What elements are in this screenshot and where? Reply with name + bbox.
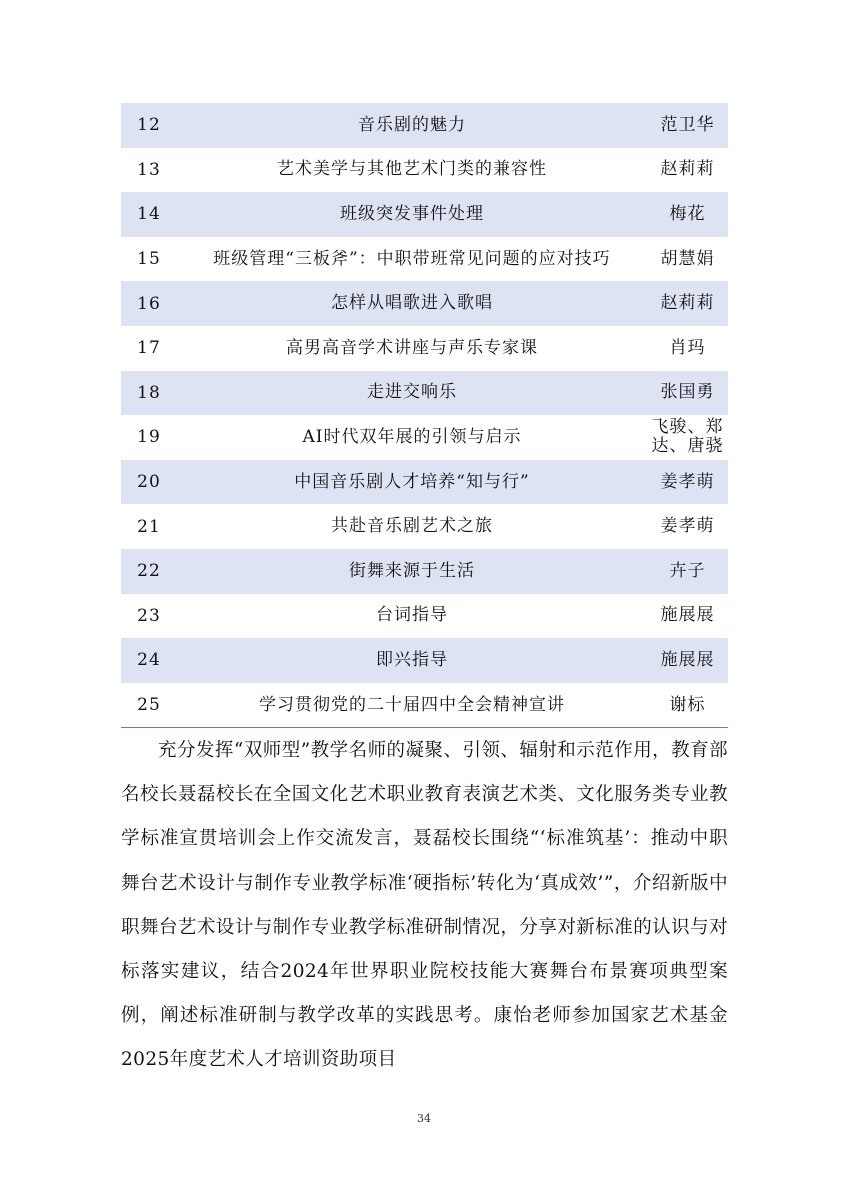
row-number: 25 [121, 683, 177, 728]
lecture-speaker: 赵莉莉 [660, 159, 715, 180]
table-body [121, 103, 728, 728]
lecture-speaker: 施展展 [647, 638, 728, 683]
lecture-speaker: 梅花 [647, 192, 728, 237]
lecture-speaker: 赵莉莉 [647, 281, 728, 326]
row-number: 16 [121, 281, 177, 326]
lecture-topic: 怎样从唱歌进入歌唱 [177, 281, 647, 326]
body-paragraph: 充分发挥“双师型”教学名师的凝聚、引领、辐射和示范作用，教育部名校长聂磊校长在全国文化艺术职业教育表演艺术类、文化服务类专业教学标准宣贯培训会上作交流发言，聂磊校长围绕“‘标准筑基’：推动中职舞台艺术设计与制作专业教学标准‘硬指标’转化为‘真成效’”，介绍新版中职舞台艺术设计与制作专业教学标准研制情况，分享对新标准的认识与对标落实建议，结合2024年世界职业院校技能大赛舞台布景赛项典型案例，阐述标准研制与教学改革的实践思考。康怡老师参加国家艺术基金2025年度艺术人才培训资助项目 [121, 740, 728, 1071]
table-row [121, 549, 728, 594]
lecture-topic: AI时代双年展的引领与启示 [302, 426, 522, 447]
table-row [121, 504, 728, 549]
lecture-topic: 台词指导 [376, 605, 448, 626]
lecture-schedule-table [121, 103, 728, 728]
row-number: 17 [137, 338, 161, 359]
row-number: 20 [121, 460, 177, 505]
row-number: 24 [121, 638, 177, 683]
row-number: 12 [121, 103, 177, 148]
lecture-speaker: 胡慧娟 [660, 248, 715, 269]
table-row [121, 371, 728, 416]
page-number: 34 [417, 1112, 431, 1125]
lecture-topic: 街舞来源于生活 [177, 549, 647, 594]
lecture-speaker: 肖玛 [669, 337, 706, 358]
lecture-speaker: 姜孝萌 [660, 516, 715, 537]
row-number: 21 [137, 516, 161, 537]
table-row [121, 460, 728, 505]
row-number: 15 [137, 249, 161, 270]
row-number: 13 [137, 159, 161, 180]
lecture-topic: 班级突发事件处理 [177, 192, 647, 237]
lecture-speaker: 飞骏、郑达、唐骁 [651, 417, 724, 457]
table-row [121, 103, 728, 148]
lecture-speaker: 张国勇 [647, 371, 728, 416]
lecture-topic: 音乐剧的魅力 [177, 103, 647, 148]
lecture-speaker: 卉子 [647, 549, 728, 594]
table-row [121, 594, 728, 639]
table-row [121, 237, 728, 282]
lecture-speaker: 谢标 [647, 683, 728, 728]
lecture-topic: 中国音乐剧人才培养“知与行” [177, 460, 647, 505]
table-row [121, 415, 728, 460]
lecture-topic: 学习贯彻党的二十届四中全会精神宣讲 [177, 683, 647, 728]
row-number: 18 [121, 371, 177, 416]
lecture-speaker: 范卫华 [647, 103, 728, 148]
table-row [121, 281, 728, 326]
lecture-speaker: 施展展 [660, 605, 715, 626]
table-row [121, 326, 728, 371]
row-number: 22 [121, 549, 177, 594]
table-row [121, 192, 728, 237]
row-number: 14 [121, 192, 177, 237]
table-row [121, 638, 728, 683]
lecture-topic: 共赴音乐剧艺术之旅 [331, 516, 493, 537]
lecture-speaker: 姜孝萌 [647, 460, 728, 505]
row-number: 23 [137, 605, 161, 626]
row-number: 19 [137, 427, 161, 448]
lecture-topic: 艺术美学与其他艺术门类的兼容性 [277, 159, 547, 180]
table-row [121, 148, 728, 193]
lecture-topic: 班级管理“三板斧”：中职带班常见问题的应对技巧 [213, 248, 611, 269]
lecture-topic: 走进交响乐 [177, 371, 647, 416]
lecture-topic: 即兴指导 [177, 638, 647, 683]
table-row [121, 683, 728, 728]
lecture-topic: 高男高音学术讲座与声乐专家课 [286, 337, 538, 358]
